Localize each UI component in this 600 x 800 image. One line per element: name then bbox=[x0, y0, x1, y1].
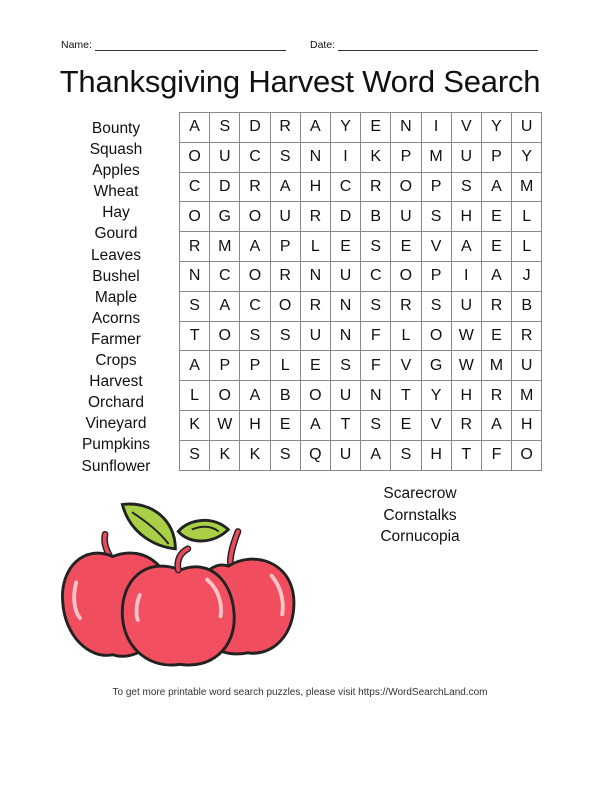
grid-cell[interactable]: A bbox=[180, 351, 210, 381]
grid-cell[interactable]: W bbox=[451, 351, 481, 381]
grid-cell[interactable]: U bbox=[330, 261, 360, 291]
grid-cell[interactable]: B bbox=[361, 202, 391, 232]
grid-cell[interactable]: Y bbox=[512, 142, 542, 172]
word-item: Bushel bbox=[92, 267, 140, 285]
grid-cell[interactable]: T bbox=[391, 381, 421, 411]
grid-cell[interactable]: S bbox=[391, 440, 421, 470]
word-item: Wheat bbox=[93, 183, 139, 201]
word-item: Bounty bbox=[91, 120, 141, 137]
grid-cell[interactable]: T bbox=[451, 440, 481, 470]
grid-cell[interactable]: R bbox=[300, 291, 330, 321]
grid-cell[interactable]: S bbox=[180, 440, 210, 470]
word-item: Hay bbox=[102, 204, 130, 222]
grid-cell[interactable]: S bbox=[361, 232, 391, 262]
grid-cell[interactable]: R bbox=[270, 113, 300, 143]
grid-cell[interactable]: U bbox=[451, 291, 481, 321]
grid-cell[interactable]: O bbox=[210, 321, 240, 351]
grid-cell[interactable]: Y bbox=[330, 113, 360, 143]
grid-cell[interactable]: N bbox=[300, 261, 330, 291]
grid-cell[interactable]: U bbox=[391, 202, 421, 232]
grid-cell[interactable]: M bbox=[512, 381, 542, 411]
grid-cell[interactable]: U bbox=[512, 351, 542, 381]
grid-cell[interactable]: F bbox=[361, 321, 391, 351]
grid-cell[interactable]: O bbox=[300, 381, 330, 411]
grid-cell[interactable]: I bbox=[330, 142, 360, 172]
date-line[interactable] bbox=[338, 40, 538, 51]
grid-cell[interactable]: S bbox=[210, 113, 240, 143]
grid-cell[interactable]: E bbox=[481, 321, 511, 351]
grid-cell[interactable]: O bbox=[210, 381, 240, 411]
grid-cell[interactable]: A bbox=[180, 113, 210, 143]
grid-cell[interactable]: M bbox=[512, 172, 542, 202]
grid-cell[interactable]: E bbox=[481, 202, 511, 232]
grid-cell[interactable]: C bbox=[210, 261, 240, 291]
grid-row bbox=[180, 172, 542, 202]
grid-cell[interactable]: S bbox=[270, 440, 300, 470]
grid-cell[interactable]: N bbox=[330, 291, 360, 321]
grid-cell[interactable]: R bbox=[451, 410, 481, 440]
word-item: Crops bbox=[95, 352, 137, 370]
grid-cell[interactable]: H bbox=[421, 440, 451, 470]
grid-cell[interactable]: N bbox=[361, 381, 391, 411]
grid-cell[interactable]: L bbox=[512, 232, 542, 262]
grid-row bbox=[180, 321, 542, 351]
word-item: Orchard bbox=[88, 394, 144, 412]
grid-cell[interactable]: V bbox=[391, 351, 421, 381]
grid-cell[interactable]: N bbox=[391, 113, 421, 143]
grid-cell[interactable]: A bbox=[361, 440, 391, 470]
grid-cell[interactable]: S bbox=[240, 321, 270, 351]
grid-cell[interactable]: S bbox=[451, 172, 481, 202]
grid-cell[interactable]: H bbox=[451, 381, 481, 411]
grid-row bbox=[180, 261, 542, 291]
grid-cell[interactable]: H bbox=[451, 202, 481, 232]
word-item: Pumpkins bbox=[81, 436, 151, 454]
header-fields bbox=[61, 39, 541, 55]
grid-cell[interactable]: A bbox=[210, 291, 240, 321]
word-item: Leaves bbox=[91, 246, 141, 264]
name-field[interactable] bbox=[61, 39, 286, 51]
grid-cell[interactable]: R bbox=[361, 172, 391, 202]
grid-cell[interactable]: B bbox=[270, 381, 300, 411]
grid-cell[interactable]: R bbox=[180, 232, 210, 262]
grid-cell[interactable]: T bbox=[330, 410, 360, 440]
grid-cell[interactable]: L bbox=[270, 351, 300, 381]
grid-cell[interactable]: P bbox=[481, 142, 511, 172]
grid-cell[interactable]: G bbox=[421, 351, 451, 381]
grid-cell[interactable]: R bbox=[270, 261, 300, 291]
grid-cell[interactable]: L bbox=[180, 381, 210, 411]
grid-row bbox=[180, 113, 542, 143]
grid-cell[interactable]: D bbox=[210, 172, 240, 202]
grid-cell[interactable]: V bbox=[451, 113, 481, 143]
grid-cell[interactable]: E bbox=[300, 351, 330, 381]
grid-cell[interactable]: A bbox=[481, 410, 511, 440]
date-field[interactable] bbox=[310, 39, 538, 51]
word-item: Squash bbox=[89, 141, 143, 159]
grid-cell[interactable]: N bbox=[330, 321, 360, 351]
word-search-grid bbox=[179, 112, 542, 471]
grid-cell[interactable]: W bbox=[210, 410, 240, 440]
grid-cell[interactable]: M bbox=[481, 351, 511, 381]
grid-cell[interactable]: R bbox=[512, 321, 542, 351]
grid-cell[interactable]: G bbox=[210, 202, 240, 232]
grid-cell[interactable]: A bbox=[240, 381, 270, 411]
grid-cell[interactable]: E bbox=[270, 410, 300, 440]
grid-cell[interactable]: M bbox=[210, 232, 240, 262]
grid-cell[interactable]: O bbox=[391, 261, 421, 291]
grid-cell[interactable]: U bbox=[512, 113, 542, 143]
grid-cell[interactable]: R bbox=[300, 202, 330, 232]
grid-cell[interactable]: K bbox=[180, 410, 210, 440]
grid-cell[interactable]: I bbox=[451, 261, 481, 291]
grid-row bbox=[180, 381, 542, 411]
apples-illustration bbox=[55, 490, 315, 675]
grid-cell[interactable]: H bbox=[300, 172, 330, 202]
grid-cell[interactable]: C bbox=[240, 142, 270, 172]
grid-cell[interactable]: E bbox=[481, 232, 511, 262]
grid-cell[interactable]: Y bbox=[421, 381, 451, 411]
grid-cell[interactable]: K bbox=[240, 440, 270, 470]
word-item: Cornstalks bbox=[383, 506, 457, 524]
word-list bbox=[62, 118, 170, 477]
grid-cell[interactable]: C bbox=[330, 172, 360, 202]
grid-cell[interactable]: C bbox=[240, 291, 270, 321]
grid-cell[interactable]: U bbox=[451, 142, 481, 172]
grid-cell[interactable]: S bbox=[421, 291, 451, 321]
grid-cell[interactable]: R bbox=[481, 381, 511, 411]
grid-cell[interactable]: D bbox=[330, 202, 360, 232]
grid-cell[interactable]: A bbox=[240, 232, 270, 262]
grid-cell[interactable]: A bbox=[300, 113, 330, 143]
grid-row bbox=[180, 232, 542, 262]
grid-cell[interactable]: O bbox=[512, 440, 542, 470]
grid-cell[interactable]: H bbox=[512, 410, 542, 440]
grid-cell[interactable]: O bbox=[421, 321, 451, 351]
word-item: Maple bbox=[94, 288, 138, 306]
grid-cell[interactable]: M bbox=[421, 142, 451, 172]
grid-cell[interactable]: A bbox=[451, 232, 481, 262]
grid-cell[interactable]: K bbox=[210, 440, 240, 470]
grid-cell[interactable]: O bbox=[180, 202, 210, 232]
grid-cell[interactable]: O bbox=[391, 172, 421, 202]
grid-cell[interactable]: Y bbox=[481, 113, 511, 143]
grid-cell[interactable]: P bbox=[421, 172, 451, 202]
grid-cell[interactable]: U bbox=[330, 440, 360, 470]
grid-row bbox=[180, 291, 542, 321]
grid-cell[interactable]: O bbox=[270, 291, 300, 321]
name-label: Name: bbox=[61, 39, 92, 51]
grid-cell[interactable]: E bbox=[361, 113, 391, 143]
grid-cell[interactable]: S bbox=[361, 410, 391, 440]
name-line[interactable] bbox=[95, 40, 286, 51]
word-item: Gourd bbox=[94, 225, 138, 243]
grid-cell[interactable]: U bbox=[270, 202, 300, 232]
grid-cell[interactable]: I bbox=[421, 113, 451, 143]
word-item: Harvest bbox=[89, 373, 143, 391]
date-label: Date: bbox=[310, 39, 336, 51]
grid-cell[interactable]: Q bbox=[300, 440, 330, 470]
grid-row bbox=[180, 351, 542, 381]
grid-cell[interactable]: E bbox=[391, 232, 421, 262]
grid-cell[interactable]: P bbox=[270, 232, 300, 262]
grid-cell[interactable]: R bbox=[391, 291, 421, 321]
page-title: Thanksgiving Harvest Word Search bbox=[59, 64, 541, 99]
grid-cell[interactable]: P bbox=[210, 351, 240, 381]
grid-row bbox=[180, 440, 542, 470]
grid-cell[interactable]: S bbox=[421, 202, 451, 232]
grid-cell[interactable]: D bbox=[240, 113, 270, 143]
grid-cell[interactable]: K bbox=[361, 142, 391, 172]
grid-cell[interactable]: A bbox=[300, 410, 330, 440]
grid-row bbox=[180, 202, 542, 232]
word-item: Scarecrow bbox=[383, 485, 457, 502]
grid-cell[interactable]: O bbox=[180, 142, 210, 172]
grid-cell[interactable]: A bbox=[270, 172, 300, 202]
grid-cell[interactable]: F bbox=[361, 351, 391, 381]
grid-cell[interactable]: P bbox=[240, 351, 270, 381]
grid-cell[interactable]: H bbox=[240, 410, 270, 440]
word-list-extra bbox=[360, 483, 480, 548]
word-item: Vineyard bbox=[85, 415, 147, 433]
grid-cell[interactable]: L bbox=[300, 232, 330, 262]
grid-cell[interactable]: E bbox=[391, 410, 421, 440]
grid-cell[interactable]: S bbox=[270, 142, 300, 172]
footer-text: To get more printable word search puzzles, please visit https://WordSearchLand.com bbox=[112, 687, 488, 698]
grid-cell[interactable]: S bbox=[270, 321, 300, 351]
grid-cell[interactable]: O bbox=[240, 261, 270, 291]
grid-cell[interactable]: B bbox=[512, 291, 542, 321]
grid-cell[interactable]: L bbox=[391, 321, 421, 351]
grid-cell[interactable]: P bbox=[391, 142, 421, 172]
grid-cell[interactable]: R bbox=[240, 172, 270, 202]
grid-cell[interactable]: C bbox=[180, 172, 210, 202]
grid-cell[interactable]: S bbox=[361, 291, 391, 321]
grid-cell[interactable]: O bbox=[240, 202, 270, 232]
grid-cell[interactable]: J bbox=[512, 261, 542, 291]
grid-cell[interactable]: S bbox=[330, 351, 360, 381]
grid-cell[interactable]: S bbox=[180, 291, 210, 321]
grid-cell[interactable]: P bbox=[421, 261, 451, 291]
grid-cell[interactable]: F bbox=[481, 440, 511, 470]
grid-cell[interactable]: E bbox=[330, 232, 360, 262]
grid-cell[interactable]: A bbox=[481, 172, 511, 202]
grid-cell[interactable]: W bbox=[451, 321, 481, 351]
grid-cell[interactable]: A bbox=[481, 261, 511, 291]
grid-cell[interactable]: U bbox=[330, 381, 360, 411]
grid-row bbox=[180, 142, 542, 172]
word-item: Apples bbox=[92, 162, 140, 180]
grid-cell[interactable]: N bbox=[180, 261, 210, 291]
word-item: Cornucopia bbox=[380, 528, 460, 545]
grid-cell[interactable]: R bbox=[481, 291, 511, 321]
grid-cell[interactable]: L bbox=[512, 202, 542, 232]
word-item: Sunflower bbox=[81, 457, 151, 475]
grid-cell[interactable]: C bbox=[361, 261, 391, 291]
grid-cell[interactable]: T bbox=[180, 321, 210, 351]
word-item: Farmer bbox=[91, 330, 141, 348]
grid-row bbox=[180, 410, 542, 440]
grid-cell[interactable]: U bbox=[300, 321, 330, 351]
grid-cell[interactable]: U bbox=[210, 142, 240, 172]
grid-cell[interactable]: V bbox=[421, 410, 451, 440]
word-item: Acorns bbox=[91, 309, 141, 327]
grid-cell[interactable]: V bbox=[421, 232, 451, 262]
grid-cell[interactable]: N bbox=[300, 142, 330, 172]
